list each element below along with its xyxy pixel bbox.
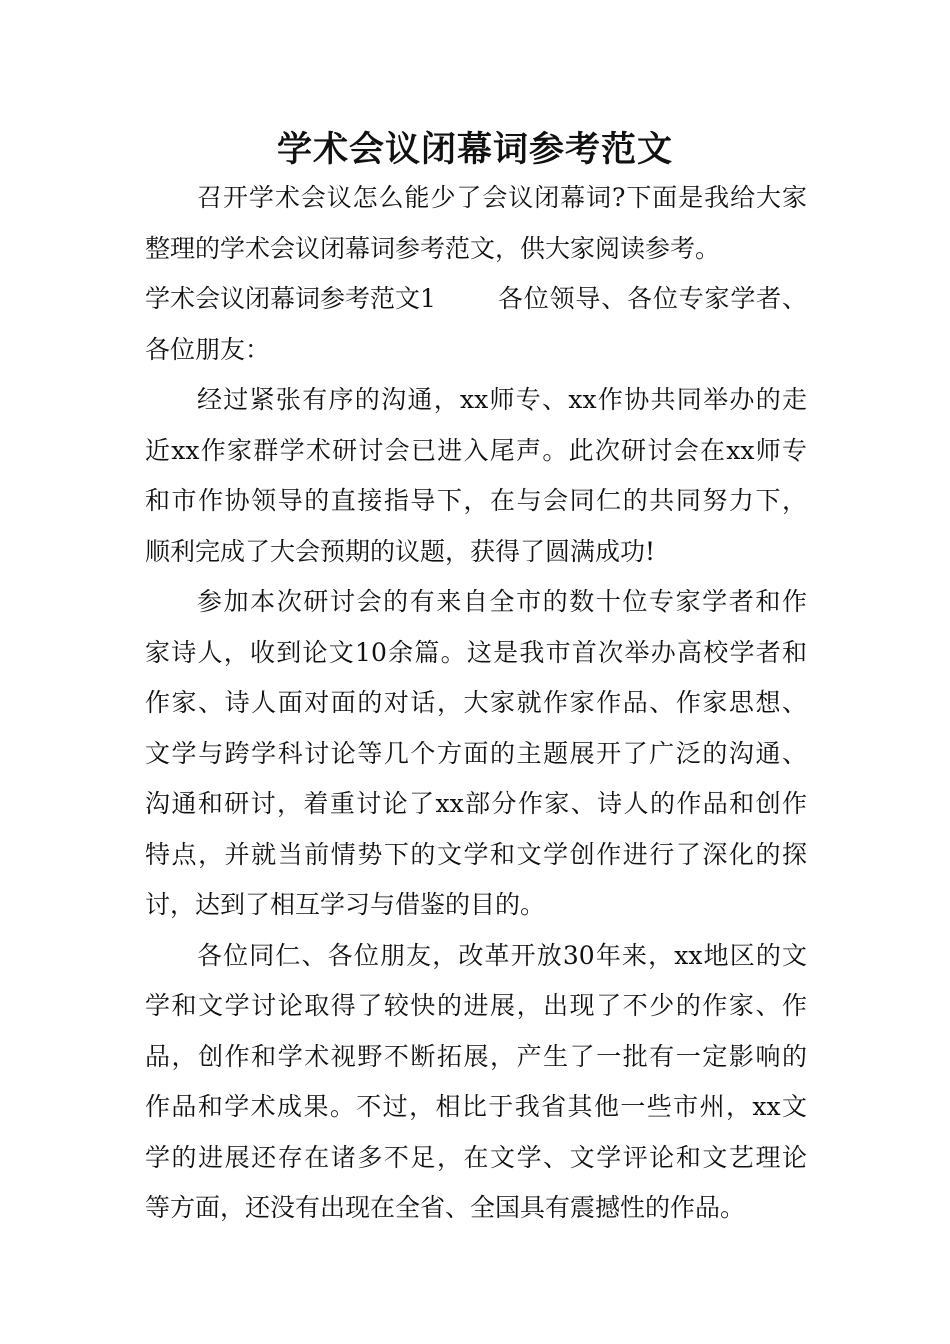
paragraph-line: 各位同仁、各位朋友，改革开放30年来，xx地区的文 xyxy=(197,940,807,970)
paragraph-line: 特点，并就当前情势下的文学和文学创作进行了深化的探 xyxy=(145,839,807,869)
paragraph-line: 作家、诗人面对面的对话，大家就作家作品、作家思想、 xyxy=(145,688,807,717)
intro-line: 召开学术会议怎么能少了会议闭幕词?下面是我给大家 xyxy=(197,183,807,212)
paragraph-line: 作品和学术成果。不过，相比于我省其他一些市州，xx文 xyxy=(145,1092,807,1121)
salutation-line: 各位领导、各位专家学者、 xyxy=(497,284,807,313)
paragraph-line: 家诗人，收到论文10余篇。这是我市首次举办高校学者和 xyxy=(145,637,807,667)
sample-heading-row xyxy=(145,274,807,325)
document-body xyxy=(145,173,807,1234)
paragraph-line: 讨，达到了相互学习与借鉴的目的。 xyxy=(145,890,546,919)
paragraph-line: 等方面，还没有出现在全省、全国具有震撼性的作品。 xyxy=(145,1193,746,1222)
sample-heading: 学术会议闭幕词参考范文1 xyxy=(145,284,436,313)
paragraph-line: 近xx作家群学术研讨会已进入尾声。此次研讨会在xx师专 xyxy=(145,435,807,465)
paragraph-line: 品，创作和学术视野不断拓展，产生了一批有一定影响的 xyxy=(145,1041,807,1071)
paragraph-line: 顺利完成了大会预期的议题，获得了圆满成功! xyxy=(145,536,656,566)
document-title: 学术会议闭幕词参考范文 xyxy=(276,130,673,170)
intro-line: 整理的学术会议闭幕词参考范文，供大家阅读参考。 xyxy=(145,233,721,263)
paragraph-line: 文学与跨学科讨论等几个方面的主题展开了广泛的沟通、 xyxy=(145,738,807,768)
paragraph-line: 参加本次研讨会的有来自全市的数十位专家学者和作 xyxy=(197,587,807,616)
paragraph-line: 沟通和研讨，着重讨论了xx部分作家、诗人的作品和创作 xyxy=(145,789,807,818)
paragraph-line: 经过紧张有序的沟通，xx师专、xx作协共同举办的走 xyxy=(197,385,807,414)
paragraph-line: 学的进展还存在诸多不足，在文学、文学评论和文艺理论 xyxy=(145,1142,807,1172)
paragraph-line: 学和文学讨论取得了较快的进展，出现了不少的作家、作 xyxy=(145,991,807,1020)
paragraph-line: 和市作协领导的直接指导下，在与会同仁的共同努力下， xyxy=(145,486,807,515)
salutation-line: 各位朋友： xyxy=(145,334,271,364)
